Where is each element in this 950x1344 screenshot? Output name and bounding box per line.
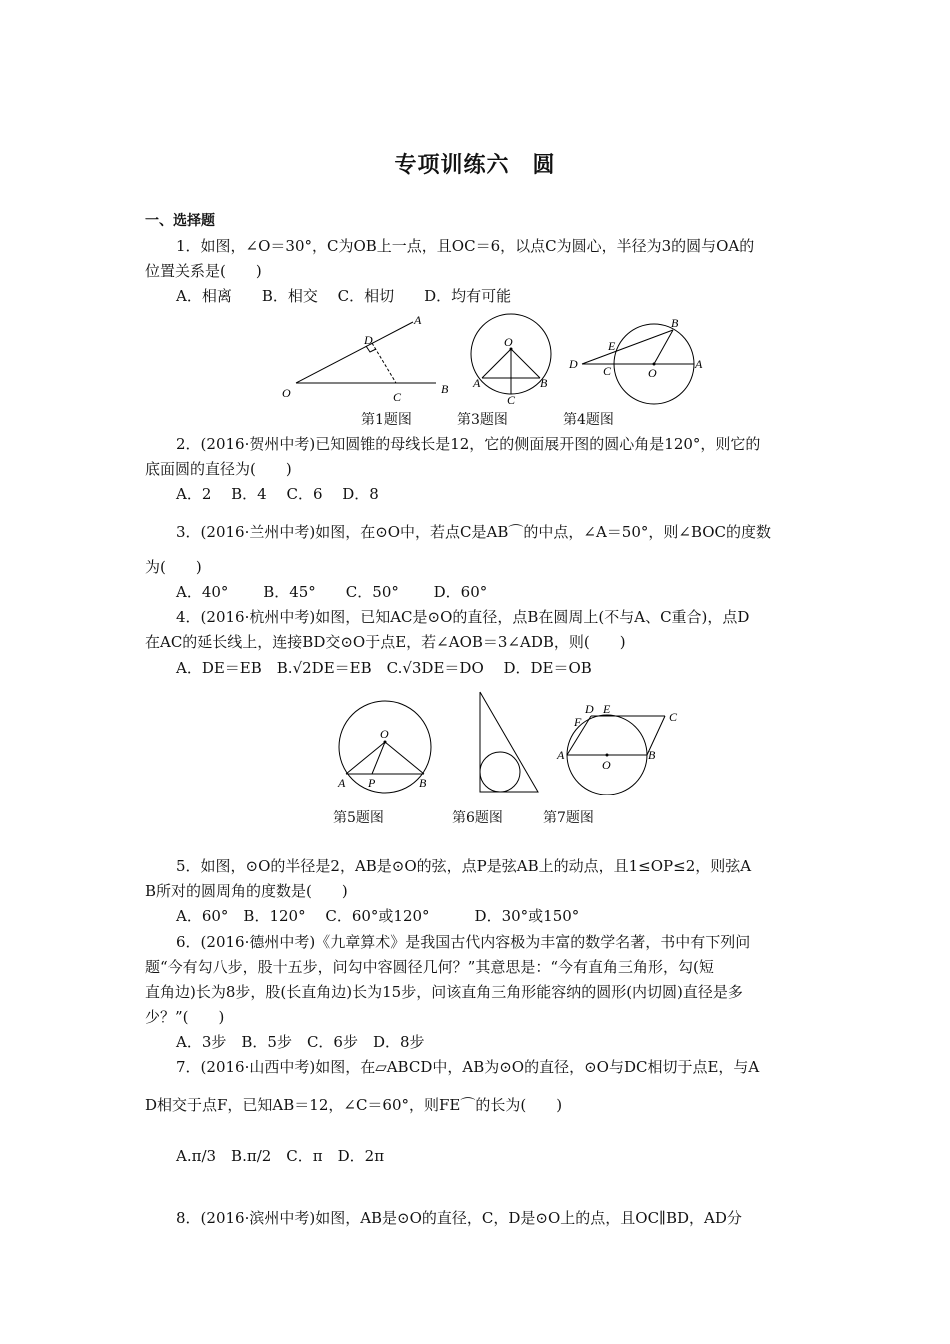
f5-label-b: B bbox=[419, 776, 427, 790]
f3-label-c: C bbox=[507, 393, 516, 406]
f7-label-e: E bbox=[603, 702, 611, 716]
q1-line2: 位置关系是( ) bbox=[145, 262, 262, 280]
f3-label-o: O bbox=[504, 335, 513, 349]
q4-options: A．DE＝EB B.√2DE＝EB C.√3DE＝DO D．DE＝OB bbox=[176, 659, 592, 677]
f7-label-c: C bbox=[669, 710, 678, 724]
caption-fig3: 第3题图 bbox=[457, 412, 508, 428]
f5-label-p: P bbox=[368, 776, 376, 790]
q3-line2: 为( ) bbox=[145, 558, 202, 576]
q5-line1: 5．如图，⊙O的半径是2，AB是⊙O的弦，点P是弦AB上的动点，且1≤OP≤2，则弦A bbox=[176, 857, 752, 875]
q7-line2: D相交于点F，已知AB＝12，∠C＝60°，则FE⌒的长为( ) bbox=[145, 1096, 563, 1114]
q2-line1: 2．(2016·贺州中考)已知圆锥的母线长是12，它的侧面展开图的圆心角是120°，则它的 bbox=[176, 435, 761, 453]
caption-fig6: 第6题图 bbox=[452, 810, 503, 826]
f7-label-d: D bbox=[585, 702, 594, 716]
f4-label-e: E bbox=[608, 339, 616, 353]
q6-line3: 直角边)长为8步，股(长直角边)长为15步，问该直角三角形能容纳的圆形(内切圆)直径是多 bbox=[145, 983, 743, 1001]
q1-options: A．相离 B．相交 C．相切 D．均有可能 bbox=[176, 287, 512, 305]
f5-label-o: O bbox=[380, 727, 389, 741]
q1-line1: 1．如图，∠O＝30°，C为OB上一点，且OC＝6，以点C为圆心，半径为3的圆与OA的 bbox=[176, 237, 755, 255]
f7-label-f: F bbox=[574, 715, 582, 729]
f3-label-a: A bbox=[473, 376, 481, 390]
caption-fig4: 第4题图 bbox=[563, 412, 614, 428]
f4-label-b: B bbox=[671, 316, 679, 330]
q6-line2: 题“今有勾八步，股十五步，问勾中容圆径几何？”其意思是：“今有直角三角形，勾(短 bbox=[145, 958, 714, 976]
page-title: 专项训练六 圆 bbox=[394, 153, 556, 178]
q7-line1: 7．(2016·山西中考)如图，在▱ABCD中，AB为⊙O的直径，⊙O与DC相切于点E，与A bbox=[176, 1058, 760, 1076]
f1-label-b: B bbox=[441, 382, 448, 396]
q4-line2: 在AC的延长线上，连接BD交⊙O于点E，若∠AOB＝3∠ADB，则( ) bbox=[145, 633, 626, 651]
f1-label-d: D bbox=[364, 333, 373, 347]
q3-options: A．40° B．45° C．50° D．60° bbox=[176, 583, 488, 601]
f5-label-a: A bbox=[338, 776, 346, 790]
f4-label-c: C bbox=[603, 364, 612, 378]
q2-options: A．2 B．4 C．6 D．8 bbox=[176, 485, 379, 503]
figure-4 bbox=[565, 313, 715, 408]
f4-label-o: O bbox=[648, 366, 657, 380]
q8-line1: 8．(2016·滨州中考)如图，AB是⊙O的直径，C，D是⊙O上的点，且OC∥BD，AD分 bbox=[176, 1209, 742, 1227]
f1-label-c: C bbox=[393, 390, 402, 403]
q5-options: A．60° B．120° C．60°或120° D．30°或150° bbox=[176, 907, 580, 925]
caption-fig5: 第5题图 bbox=[333, 810, 384, 826]
figure-6 bbox=[474, 688, 544, 798]
f7-label-b: B bbox=[648, 748, 656, 762]
section-heading: 一、选择题 bbox=[145, 213, 215, 229]
f7-label-o: O bbox=[602, 758, 611, 772]
f1-label-a: A bbox=[414, 313, 422, 327]
figure-7 bbox=[552, 700, 702, 795]
caption-fig7: 第7题图 bbox=[543, 810, 594, 826]
q6-options: A．3步 B．5步 C．6步 D．8步 bbox=[176, 1033, 425, 1051]
q4-line1: 4．(2016·杭州中考)如图，已知AC是⊙O的直径，点B在圆周上(不与A、C重合)，点D bbox=[176, 608, 750, 626]
q6-line4: 少？”( ) bbox=[145, 1008, 225, 1026]
q6-line1: 6．(2016·德州中考)《九章算术》是我国古代内容极为丰富的数学名著，书中有下列问 bbox=[176, 933, 751, 951]
caption-fig1: 第1题图 bbox=[361, 412, 412, 428]
figure-5 bbox=[330, 698, 440, 798]
f3-label-b: B bbox=[540, 376, 548, 390]
f4-label-d: D bbox=[569, 357, 578, 371]
f4-label-a: A bbox=[695, 357, 703, 371]
f1-label-o: O bbox=[282, 386, 291, 400]
q3-line1: 3．(2016·兰州中考)如图，在⊙O中，若点C是AB⌒的中点，∠A＝50°，则∠BOC的度数 bbox=[176, 523, 772, 541]
figure-1 bbox=[278, 308, 448, 403]
q5-line2: B所对的圆周角的度数是( ) bbox=[145, 882, 348, 900]
figure-3 bbox=[462, 306, 562, 406]
f7-label-a: A bbox=[557, 748, 565, 762]
q7-options: A.π/3 B.π/2 C．π D．2π bbox=[176, 1147, 385, 1165]
q2-line2: 底面圆的直径为( ) bbox=[145, 460, 292, 478]
